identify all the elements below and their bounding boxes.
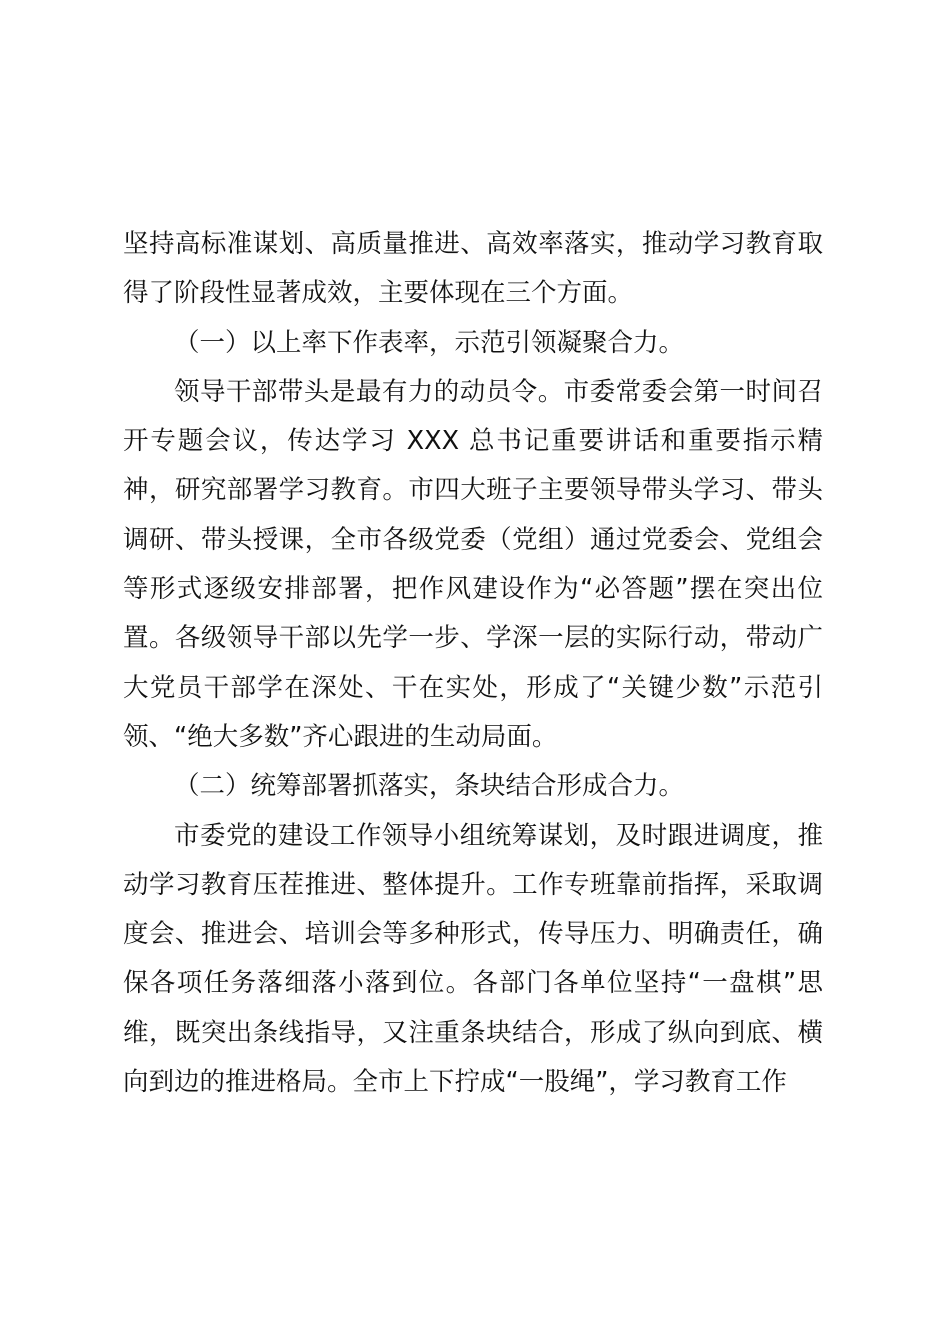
paragraph-leadership: 领导干部带头是最有力的动员令。市委常委会第一时间召开专题会议，传达学习 XXX 总书记重要讲话和重要指示精神，研究部署学习教育。市四大班子主要领导带头学习、带头调研、带头授课，全市各级党委（党组）通过党委会、党组会等形式逐级安排部署，把作风建设作为“必答题”摆在突出位置。各级领导干部以先学一步、学深一层的实际行动，带动广大党员干部学在深处、干在实处，形成了“关键少数”示范引领、“绝大多数”齐心跟进的生动局面。 [123,376,823,752]
paragraph-intro: 坚持高标准谋划、高质量推进、高效率落实，推动学习教育取得了阶段性显著成效，主要体现在三个方面。 [123,229,823,309]
paragraph-coordination: 市委党的建设工作领导小组统筹谋划，及时跟进调度，推动学习教育压茬推进、整体提升。工作专班靠前指挥，采取调度会、推进会、培训会等多种形式，传导压力、明确责任，确保各项任务落细落小落到位。各部门各单位坚持“一盘棋”思维，既突出条线指导，又注重条块结合，形成了纵向到底、横向到边的推进格局。全市上下拧成“一股绳”，学习教育工作 [123,820,823,1098]
section-heading-two: （二）统筹部署抓落实，条块结合形成合力。 [174,771,685,802]
section-heading-one: （一）以上率下作表率，示范引领凝聚合力。 [174,327,685,358]
document-body [123,220,823,1107]
